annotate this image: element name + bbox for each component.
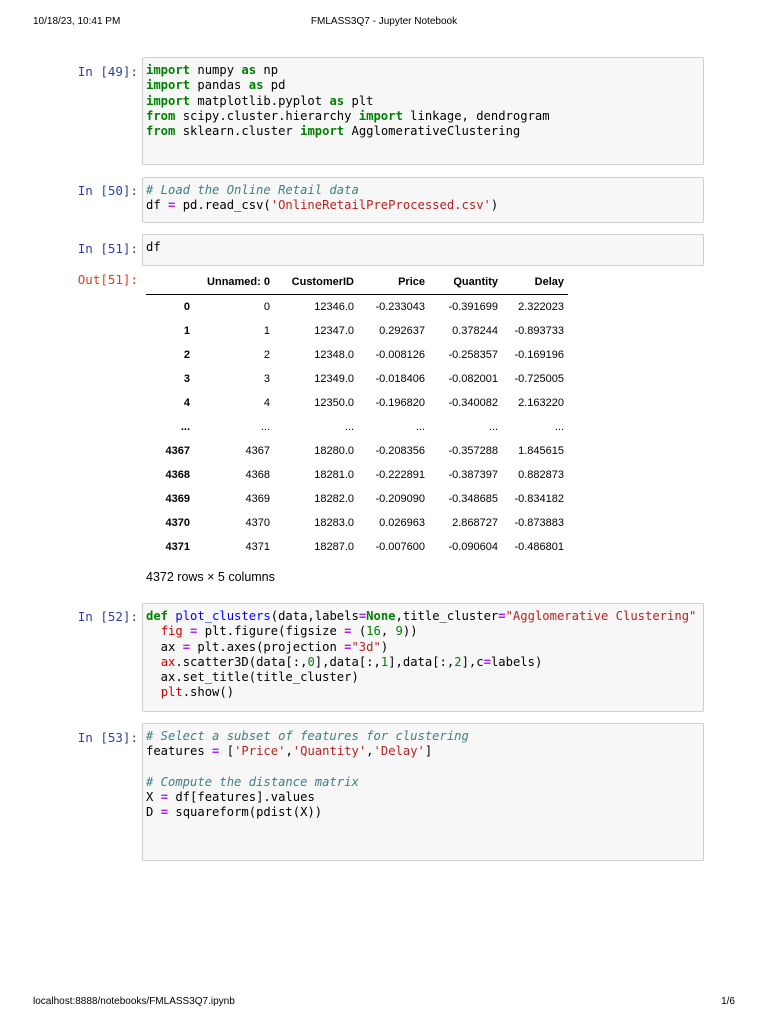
- code-token: "Agglomerative Clustering": [505, 609, 697, 623]
- code-token: 'OnlineRetailPreProcessed.csv': [270, 198, 491, 213]
- column-header: [146, 270, 194, 295]
- table-cell: 4367: [245, 445, 270, 457]
- table-header-row: [146, 270, 568, 295]
- code-token: numpy: [190, 63, 242, 77]
- table-cell: 2.322023: [518, 301, 564, 313]
- code-token: fig: [160, 624, 183, 639]
- table-cell: -0.725005: [514, 373, 564, 385]
- code-token: pd.read_csv(: [175, 198, 271, 213]
- row-index: 4370: [165, 517, 190, 529]
- row-index: 3: [183, 373, 190, 385]
- table-cell: 4369: [245, 493, 270, 505]
- code-token: # Compute the distance matrix: [146, 774, 359, 789]
- code-line: [146, 670, 700, 685]
- code-token: (data,labels: [270, 609, 359, 623]
- row-index: 0: [183, 301, 190, 313]
- code-line: [146, 94, 700, 109]
- table-row: [146, 439, 568, 463]
- table-cell: -0.208356: [375, 445, 425, 457]
- code-token: 'Quantity': [292, 744, 367, 759]
- code-token: ax: [160, 654, 176, 669]
- table-cell: 4: [263, 397, 270, 409]
- code-line: [146, 729, 700, 744]
- code-token: pandas: [190, 78, 249, 93]
- table-cell: 12350.0: [314, 397, 354, 409]
- row-index: 4369: [165, 493, 190, 505]
- table-cell: -0.090604: [448, 541, 498, 553]
- row-index: ...: [180, 421, 190, 433]
- table-cell: 1.845615: [518, 445, 564, 457]
- table-cell: 4368: [245, 469, 270, 481]
- row-index: 1: [183, 325, 190, 337]
- code-token: =: [168, 198, 176, 213]
- code-line: [146, 240, 700, 255]
- code-line: [146, 640, 700, 655]
- code-token: =: [182, 639, 191, 654]
- code-token: matplotlib.pyplot: [190, 93, 330, 108]
- code-token: ]: [424, 744, 433, 759]
- code-token: [183, 624, 190, 638]
- table-cell: 0.292637: [379, 325, 425, 337]
- code-token: plt.axes(projection: [190, 639, 345, 654]
- code-token: ,title_cluster: [395, 609, 499, 623]
- table-cell: ...: [488, 421, 498, 433]
- code-token: X: [146, 790, 161, 805]
- code-line: [146, 685, 700, 700]
- code-token: =: [160, 805, 169, 820]
- code-line: [146, 139, 700, 154]
- print-date: 10/18/23, 10:41 PM: [33, 16, 121, 27]
- code-token: as: [329, 93, 345, 108]
- code-token: sklearn.cluster: [175, 124, 301, 139]
- code-token: import: [146, 78, 191, 93]
- table-cell: 4370: [245, 517, 270, 529]
- table-row: [146, 367, 568, 391]
- code-token: # Select a subset of features for clustering: [146, 729, 469, 743]
- code-editor[interactable]: [142, 57, 704, 165]
- code-token: import: [146, 93, 191, 108]
- code-line: [146, 609, 700, 624]
- table-cell: ...: [554, 421, 564, 433]
- code-token: import: [358, 108, 403, 123]
- code-token: =: [212, 744, 220, 759]
- code-editor[interactable]: [142, 177, 704, 223]
- table-row: [146, 319, 568, 343]
- code-token: as: [241, 63, 257, 77]
- code-token: ): [490, 198, 499, 213]
- code-token: plt: [160, 685, 183, 700]
- row-index: 4: [183, 397, 190, 409]
- table-cell: ...: [415, 421, 425, 433]
- code-token: 'Delay': [373, 744, 425, 759]
- input-prompt: In [51]:: [77, 241, 138, 256]
- code-token: linkage, dendrogram: [402, 108, 550, 123]
- table-cell: 0.378244: [452, 325, 498, 337]
- dataframe-table: [146, 270, 568, 559]
- code-line: [146, 744, 700, 759]
- table-cell: ...: [344, 421, 354, 433]
- code-token: 1: [380, 654, 389, 669]
- code-token: ): [380, 639, 389, 654]
- input-prompt: In [49]:: [77, 64, 138, 79]
- code-token: from: [146, 124, 176, 139]
- code-line: [146, 760, 700, 775]
- print-page-number: 1/6: [721, 996, 735, 1007]
- column-header: Quantity: [429, 270, 502, 295]
- code-line: [146, 790, 700, 805]
- dataframe-shape: 4372 rows × 5 columns: [146, 570, 275, 584]
- table-cell: -0.387397: [448, 469, 498, 481]
- code-token: 9: [395, 624, 403, 639]
- table-row: [146, 415, 568, 439]
- code-token: plot_clusters: [175, 609, 271, 623]
- code-editor[interactable]: [142, 723, 704, 861]
- code-token: pd: [263, 78, 286, 93]
- table-row: [146, 463, 568, 487]
- table-cell: 0.026963: [379, 517, 425, 529]
- table-cell: -0.233043: [375, 301, 425, 313]
- table-cell: 0: [263, 301, 270, 313]
- code-token: None: [366, 609, 396, 623]
- code-token: [146, 685, 161, 699]
- table-cell: -0.348685: [448, 493, 498, 505]
- code-line: [146, 124, 700, 139]
- code-token: features: [146, 744, 213, 759]
- code-token: 0: [307, 654, 315, 669]
- table-cell: 4371: [245, 541, 270, 553]
- code-token: ax.set_title(title_cluster): [146, 670, 359, 685]
- table-cell: 12349.0: [314, 373, 354, 385]
- row-index: 4368: [165, 469, 190, 481]
- code-token: [: [219, 744, 235, 759]
- code-token: =: [358, 609, 367, 623]
- code-token: D: [146, 805, 161, 820]
- input-prompt: In [52]:: [77, 609, 138, 624]
- table-row: [146, 535, 568, 559]
- code-token: [146, 655, 161, 669]
- code-token: =: [344, 639, 352, 654]
- code-token: "3d": [351, 639, 381, 654]
- code-line: [146, 821, 700, 836]
- input-prompt: In [53]:: [77, 730, 138, 745]
- code-line: [146, 655, 700, 670]
- table-cell: -0.893733: [514, 325, 564, 337]
- table-cell: 18283.0: [314, 517, 354, 529]
- table-cell: 2: [263, 349, 270, 361]
- row-index: 4371: [165, 541, 190, 553]
- code-token: df: [146, 198, 169, 213]
- code-token: squareform(pdist(X)): [168, 805, 323, 820]
- table-cell: 2.868727: [452, 517, 498, 529]
- code-token: ],data[:,: [388, 654, 455, 669]
- table-cell: 1: [263, 325, 270, 337]
- row-index: 2: [183, 349, 190, 361]
- table-cell: -0.196820: [375, 397, 425, 409]
- code-token: import: [146, 63, 191, 77]
- row-index: 4367: [165, 445, 190, 457]
- code-token: labels): [490, 654, 543, 669]
- code-token: =: [160, 790, 169, 805]
- code-token: ],data[:,: [314, 654, 381, 669]
- code-line: [146, 198, 700, 213]
- table-cell: -0.834182: [514, 493, 564, 505]
- column-header: Unnamed: 0: [194, 270, 274, 295]
- code-token: def: [146, 609, 169, 623]
- code-token: np: [256, 63, 279, 77]
- output-prompt: Out[51]:: [77, 272, 138, 287]
- table-cell: -0.008126: [375, 349, 425, 361]
- table-cell: 12346.0: [314, 301, 354, 313]
- code-token: ,: [380, 624, 396, 639]
- code-token: ,: [285, 744, 293, 759]
- code-line: [146, 63, 700, 78]
- print-header: [0, 16, 768, 30]
- code-line: [146, 109, 700, 124]
- table-cell: -0.082001: [448, 373, 498, 385]
- table-cell: -0.357288: [448, 445, 498, 457]
- table-row: [146, 343, 568, 367]
- code-token: from: [146, 108, 176, 123]
- table-cell: -0.873883: [514, 517, 564, 529]
- table-cell: -0.169196: [514, 349, 564, 361]
- table-cell: 3: [263, 373, 270, 385]
- code-token: plt.figure(figsize: [197, 624, 345, 639]
- code-token: .show(): [182, 685, 235, 700]
- code-token: )): [402, 624, 418, 639]
- table-cell: -0.340082: [448, 397, 498, 409]
- table-cell: 18281.0: [314, 469, 354, 481]
- code-token: ax: [146, 639, 183, 654]
- code-line: [146, 183, 700, 198]
- code-line: [146, 624, 700, 639]
- table-cell: -0.258357: [448, 349, 498, 361]
- table-row: [146, 295, 568, 320]
- code-token: scipy.cluster.hierarchy: [175, 108, 359, 123]
- code-token: (: [351, 624, 367, 639]
- code-token: 2: [454, 654, 462, 669]
- code-editor[interactable]: [142, 234, 704, 266]
- table-row: [146, 391, 568, 415]
- code-token: df: [146, 240, 161, 254]
- code-token: # Load the Online Retail data: [146, 183, 359, 197]
- table-cell: -0.222891: [375, 469, 425, 481]
- code-token: 'Price': [234, 744, 286, 759]
- code-token: ],c: [461, 654, 484, 669]
- column-header: Delay: [502, 270, 568, 295]
- column-header: CustomerID: [274, 270, 358, 295]
- table-cell: 18280.0: [314, 445, 354, 457]
- table-row: [146, 487, 568, 511]
- code-token: AgglomerativeClustering: [344, 124, 521, 139]
- table-cell: -0.486801: [514, 541, 564, 553]
- table-cell: ...: [260, 421, 270, 433]
- table-cell: 12347.0: [314, 325, 354, 337]
- code-token: as: [248, 78, 264, 93]
- input-prompt: In [50]:: [77, 183, 138, 198]
- code-token: ,: [366, 744, 374, 759]
- table-cell: -0.018406: [375, 373, 425, 385]
- print-url: localhost:8888/notebooks/FMLASS3Q7.ipynb: [33, 996, 235, 1007]
- table-cell: -0.209090: [375, 493, 425, 505]
- table-cell: -0.007600: [375, 541, 425, 553]
- code-token: =: [190, 624, 198, 639]
- print-footer: [0, 996, 768, 1010]
- code-line: [146, 78, 700, 93]
- code-token: [146, 624, 161, 638]
- code-token: 16: [366, 624, 381, 639]
- table-cell: 18287.0: [314, 541, 354, 553]
- code-editor[interactable]: [142, 603, 704, 712]
- table-row: [146, 511, 568, 535]
- table-cell: 12348.0: [314, 349, 354, 361]
- code-line: [146, 805, 700, 820]
- code-token: df[features].values: [168, 790, 315, 805]
- table-cell: 2.163220: [518, 397, 564, 409]
- table-cell: 0.882873: [518, 469, 564, 481]
- code-line: [146, 775, 700, 790]
- code-token: plt: [344, 93, 374, 108]
- code-token: =: [498, 609, 506, 623]
- table-cell: 18282.0: [314, 493, 354, 505]
- column-header: Price: [358, 270, 429, 295]
- code-token: import: [300, 124, 345, 139]
- print-title: FMLASS3Q7 - Jupyter Notebook: [310, 16, 458, 27]
- code-token: .scatter3D(data[:,: [175, 654, 308, 669]
- code-token: =: [483, 654, 491, 669]
- table-cell: -0.391699: [448, 301, 498, 313]
- code-token: =: [344, 624, 352, 639]
